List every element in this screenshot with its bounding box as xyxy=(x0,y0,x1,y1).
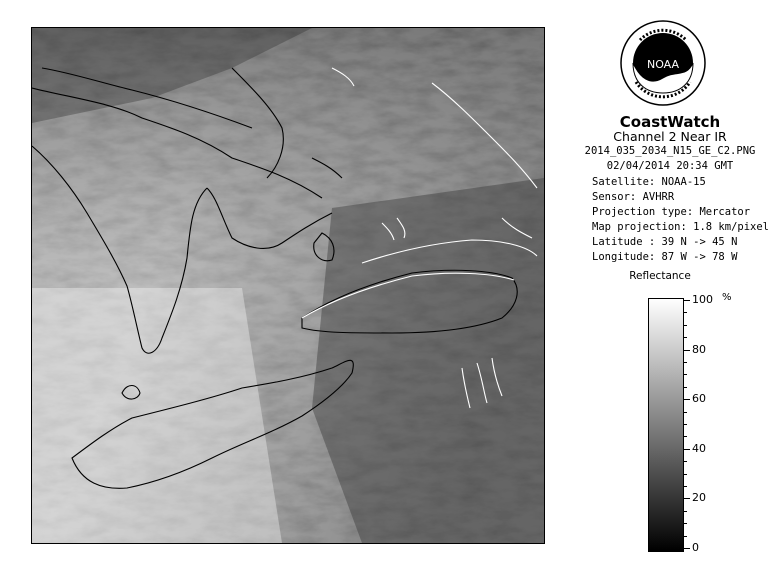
colorbar-minor-tick xyxy=(684,511,687,512)
colorbar-tick-label: 20 xyxy=(692,491,706,505)
colorbar-minor-tick xyxy=(684,374,687,375)
filename-label: 2014_035_2034_N15_GE_C2.PNG xyxy=(584,145,756,157)
channel-label: Channel 2 Near IR xyxy=(613,129,727,144)
datetime-label: 02/04/2014 20:34 GMT xyxy=(606,160,734,172)
colorbar-minor-tick xyxy=(684,436,687,437)
latitude-label: Latitude : 39 N -> 45 N xyxy=(592,236,738,248)
projection-type-label: Projection type: Mercator xyxy=(592,206,751,218)
colorbar-tick xyxy=(684,350,690,351)
colorbar-tick xyxy=(684,498,690,499)
product-title: CoastWatch xyxy=(619,113,721,131)
colorbar-tick xyxy=(684,449,690,450)
colorbar-minor-tick xyxy=(684,325,687,326)
reflectance-colorbar xyxy=(648,298,684,552)
colorbar-minor-tick xyxy=(684,362,687,363)
longitude-label: Longitude: 87 W -> 78 W xyxy=(592,251,738,263)
colorbar-minor-tick xyxy=(684,387,687,388)
satellite-label: Satellite: NOAA-15 xyxy=(592,176,706,188)
colorbar-minor-tick xyxy=(684,536,687,537)
noaa-logo-text: NOAA xyxy=(646,58,680,71)
scale-title: Reflectance xyxy=(629,270,691,282)
satellite-image xyxy=(32,28,544,543)
satellite-map xyxy=(31,27,545,544)
colorbar-minor-tick xyxy=(684,312,687,313)
colorbar-minor-tick xyxy=(684,424,687,425)
colorbar-minor-tick xyxy=(684,461,687,462)
product-info xyxy=(560,114,780,174)
colorbar-tick-label: 100 xyxy=(692,293,713,306)
colorbar-minor-tick xyxy=(684,412,687,413)
colorbar-minor-tick xyxy=(684,337,687,338)
map-projection-label: Map projection: 1.8 km/pixel xyxy=(592,221,770,233)
colorbar-tick xyxy=(684,399,690,400)
colorbar-tick xyxy=(684,548,690,549)
colorbar-tick-label: 80 xyxy=(692,342,706,356)
colorbar-minor-tick xyxy=(684,523,687,524)
colorbar-tick-label: 0 xyxy=(692,541,699,554)
colorbar-tick xyxy=(684,300,690,301)
sensor-label: Sensor: AVHRR xyxy=(592,191,675,203)
colorbar-minor-tick xyxy=(684,474,687,475)
colorbar-tick-label: 40 xyxy=(692,441,706,455)
noaa-logo xyxy=(620,20,706,106)
metadata-block xyxy=(592,175,769,265)
scale-unit: % xyxy=(722,292,732,303)
colorbar-tick-label: 60 xyxy=(692,392,706,406)
colorbar-minor-tick xyxy=(684,486,687,487)
